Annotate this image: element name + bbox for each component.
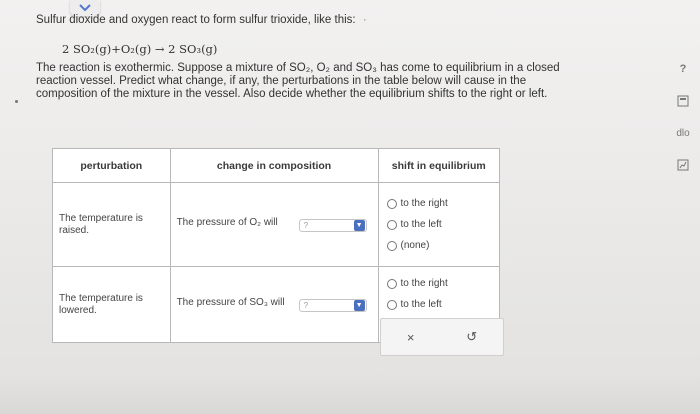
question-intro: Sulfur dioxide and oxygen react to form sulfur trioxide, like this: · [36, 14, 367, 26]
shift-cell [378, 183, 499, 267]
change-cell [170, 183, 378, 267]
table-row [53, 183, 500, 267]
perturbation-cell: The temperature is lowered. [53, 267, 171, 343]
change-cell [170, 267, 378, 343]
perturbation-cell: The temperature is raised. [53, 183, 171, 267]
equilibrium-table [52, 148, 500, 343]
change-select[interactable]: ? ▼ [299, 219, 367, 232]
clear-button[interactable]: × [406, 329, 415, 345]
bullet-dot [15, 100, 18, 103]
right-toolbar [676, 62, 690, 172]
chevron-down-icon [79, 4, 91, 12]
undo-button[interactable]: ↺ [466, 329, 478, 344]
question-paragraph: The reaction is exothermic. Suppose a mixture of SO₂, O₂ and SO₃ has come to equilibrium in a closed reaction vessel. Predict what change, if any, the perturbations in the table below will cause in the composition of the mixture in the vessel. Also decide whether the equilibrium shifts to the right or left. [36, 62, 560, 100]
radio-button-icon[interactable] [387, 199, 397, 209]
change-select[interactable]: ? ▼ [299, 299, 367, 312]
radio-option[interactable]: to the right [387, 193, 491, 214]
chemical-equation: 2 SO₂(g)+O₂(g) → 2 SO₃(g) [62, 42, 218, 56]
dropdown-arrow-icon: ▼ [354, 300, 365, 311]
bottom-shadow [0, 374, 700, 414]
header-change: change in composition [170, 149, 378, 183]
radio-option[interactable]: (none) [387, 235, 491, 256]
help-icon[interactable]: ? [679, 63, 687, 75]
action-bar [380, 318, 504, 356]
chart-icon[interactable] [676, 158, 690, 172]
radio-option[interactable]: to the left [387, 214, 491, 235]
radio-button-icon[interactable] [387, 279, 397, 289]
radio-button-icon[interactable] [387, 220, 397, 230]
radio-button-icon[interactable] [387, 300, 397, 310]
radio-option[interactable]: to the right [387, 273, 491, 294]
periodic-table-icon[interactable]: dlo [676, 127, 690, 139]
header-perturbation: perturbation [53, 149, 171, 183]
header-shift: shift in equilibrium [378, 149, 499, 183]
change-text: The pressure of O₂ will [176, 217, 278, 228]
radio-option[interactable]: to the left [387, 294, 491, 315]
radio-button-icon[interactable] [387, 241, 397, 251]
dropdown-arrow-icon: ▼ [354, 220, 365, 231]
calculator-icon[interactable] [676, 94, 690, 108]
change-text: The pressure of SO₃ will [176, 297, 285, 308]
